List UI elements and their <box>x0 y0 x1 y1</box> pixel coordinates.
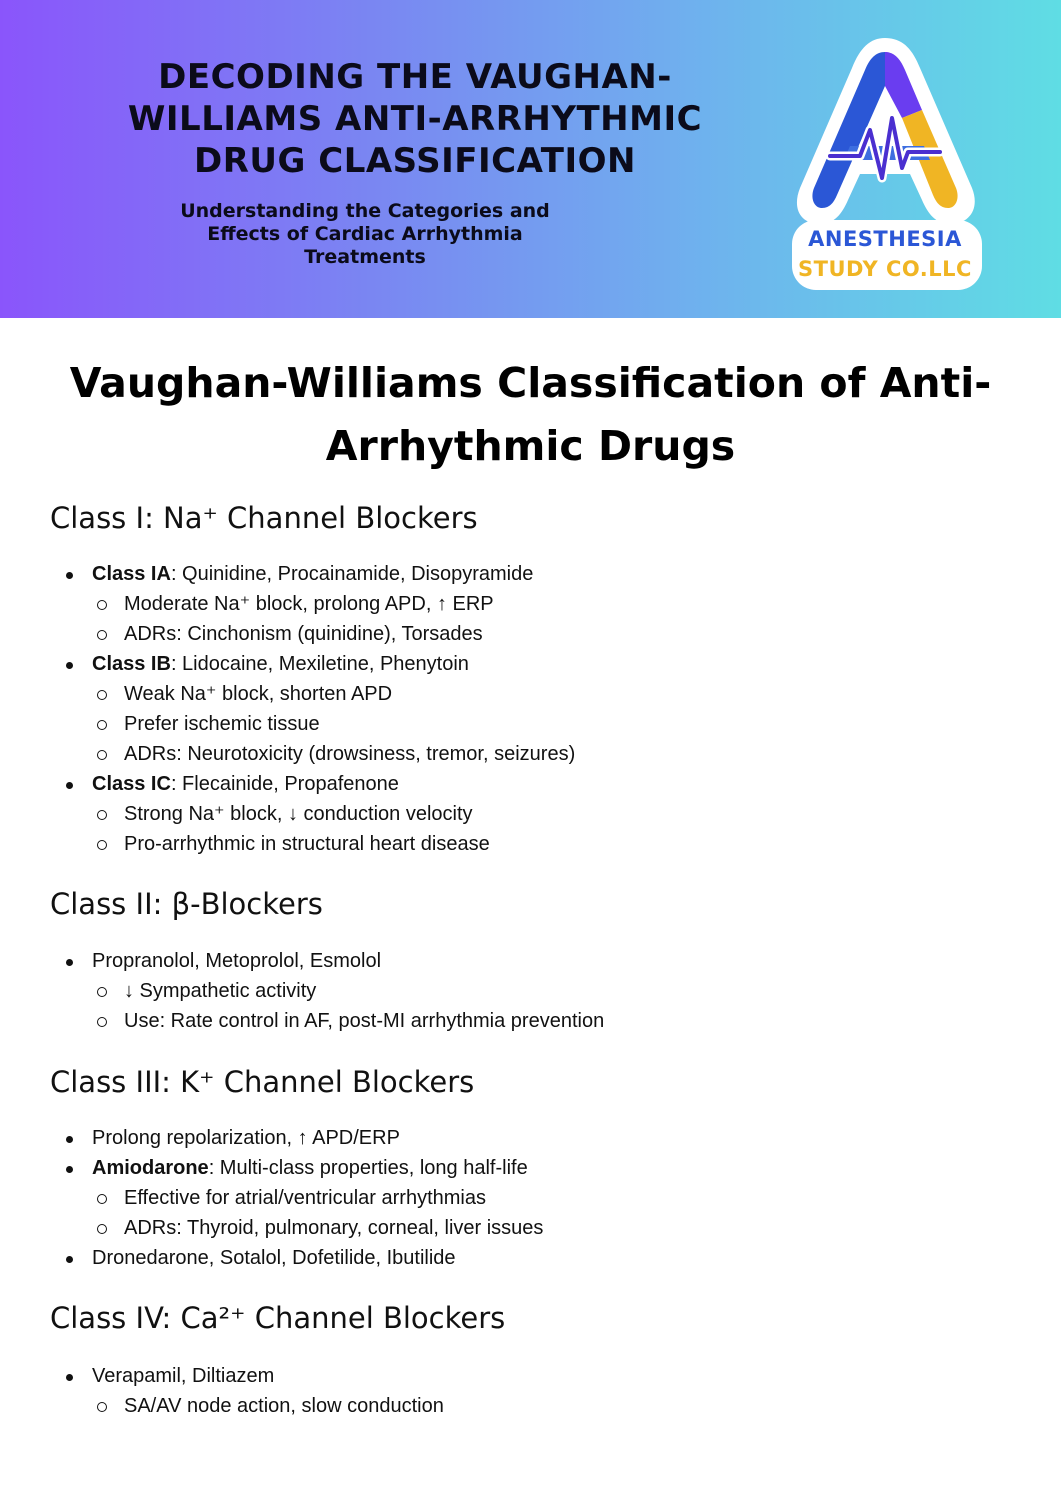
logo-text-line1: ANESTHESIA <box>808 227 962 251</box>
list-subitem <box>0 739 1061 769</box>
item-text: : Multi-class properties, long half-life <box>208 1157 528 1179</box>
list-subitem <box>0 1213 1061 1243</box>
section-heading-class-4: Class IV: Ca²⁺ Channel Blockers <box>50 1301 506 1335</box>
item-text: ADRs: Neurotoxicity (drowsiness, tremor, seizures) <box>124 743 576 765</box>
item-text: ADRs: Cinchonism (quinidine), Torsades <box>124 623 483 645</box>
item-text: Propranolol, Metoprolol, Esmolol <box>92 950 382 972</box>
page-title-line: Vaughan-Williams Classification of Anti- <box>69 359 992 407</box>
page-title <box>40 352 1021 478</box>
list-subitem <box>0 679 1061 709</box>
list-subitem <box>0 709 1061 739</box>
item-text: ADRs: Thyroid, pulmonary, corneal, liver issues <box>124 1217 544 1239</box>
banner-title-line: WILLIAMS ANTI-ARRHYTHMIC <box>127 99 703 139</box>
section-heading-class-1: Class I: Na⁺ Channel Blockers <box>50 501 478 535</box>
list-item <box>0 1123 1061 1153</box>
list-item <box>0 1153 1061 1183</box>
item-text: Strong Na⁺ block, ↓ conduction velocity <box>124 803 473 825</box>
banner-title-line: DECODING THE VAUGHAN- <box>158 57 672 97</box>
list-subitem <box>0 1183 1061 1213</box>
item-bold-label: Class IA <box>92 563 171 585</box>
item-text: Verapamil, Diltiazem <box>92 1365 275 1387</box>
banner-title-line: DRUG CLASSIFICATION <box>194 141 636 181</box>
item-text: : Flecainide, Propafenone <box>170 773 399 795</box>
banner-subtitle-line: Effects of Cardiac Arrhythmia <box>207 223 523 245</box>
header-banner <box>0 0 1061 318</box>
item-bold-label: Class IB <box>92 653 171 675</box>
section-heading-class-3: Class III: K⁺ Channel Blockers <box>50 1065 475 1099</box>
list-item <box>0 649 1061 679</box>
item-bold-label: Class IC <box>92 773 171 795</box>
list-item <box>0 1243 1061 1273</box>
list-subitem <box>0 799 1061 829</box>
list-subitem <box>0 976 1061 1006</box>
list-item <box>0 946 1061 976</box>
page-title-line: Arrhythmic Drugs <box>325 422 736 470</box>
list-subitem <box>0 619 1061 649</box>
item-text: Prefer ischemic tissue <box>124 713 320 735</box>
item-text: Use: Rate control in AF, post-MI arrhythmia prevention <box>124 1010 605 1032</box>
list-item <box>0 769 1061 799</box>
list-item <box>0 559 1061 589</box>
item-text: : Quinidine, Procainamide, Disopyramide <box>170 563 534 585</box>
item-bold-label: Amiodarone <box>92 1157 209 1179</box>
item-text: ↓ Sympathetic activity <box>124 980 317 1002</box>
item-text: Weak Na⁺ block, shorten APD <box>124 683 393 705</box>
class-4-list <box>0 1361 1061 1421</box>
class-1-list <box>0 559 1061 859</box>
logo-text-line2: STUDY CO.LLC <box>798 257 972 281</box>
section-heading-class-2: Class II: β-Blockers <box>50 887 323 921</box>
item-text: Effective for atrial/ventricular arrhythmias <box>124 1187 486 1209</box>
item-text: SA/AV node action, slow conduction <box>124 1395 444 1417</box>
company-logo <box>790 38 990 290</box>
list-subitem <box>0 1391 1061 1421</box>
banner-subtitle-line: Treatments <box>304 246 426 268</box>
item-text: Prolong repolarization, ↑ APD/ERP <box>92 1127 400 1149</box>
item-text: Pro-arrhythmic in structural heart disease <box>124 833 490 855</box>
item-text: Moderate Na⁺ block, prolong APD, ↑ ERP <box>124 593 494 615</box>
item-text: : Lidocaine, Mexiletine, Phenytoin <box>170 653 469 675</box>
banner-subtitle-line: Understanding the Categories and <box>180 200 550 222</box>
list-subitem <box>0 589 1061 619</box>
class-2-list <box>0 946 1061 1036</box>
class-3-list <box>0 1123 1061 1273</box>
list-subitem <box>0 1006 1061 1036</box>
list-subitem <box>0 829 1061 859</box>
logo-a-heartbeat-icon <box>790 38 990 290</box>
banner-title <box>80 56 750 182</box>
banner-subtitle <box>120 200 610 269</box>
item-text: Dronedarone, Sotalol, Dofetilide, Ibutilide <box>92 1247 456 1269</box>
list-item <box>0 1361 1061 1391</box>
